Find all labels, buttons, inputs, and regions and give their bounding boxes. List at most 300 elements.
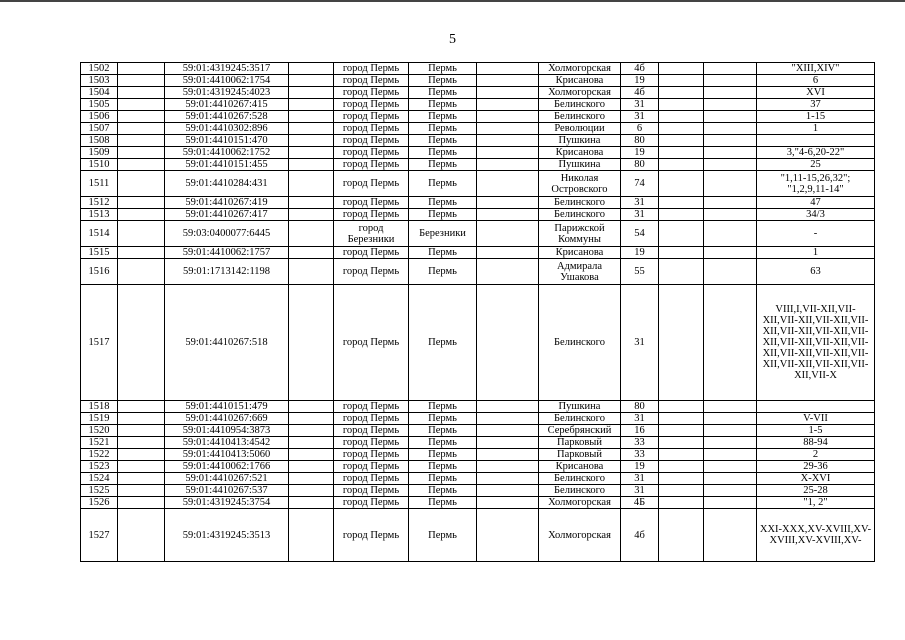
empty-cell: [659, 75, 704, 87]
district-cell: Пермь: [409, 247, 477, 259]
settlement-cell: город Пермь: [334, 449, 409, 461]
empty-cell: [289, 425, 334, 437]
table-row: [81, 449, 875, 461]
row-number-cell: 1507: [81, 123, 118, 135]
empty-cell: [704, 209, 757, 221]
cadastral-number-cell: 59:01:4319245:3517: [165, 63, 289, 75]
table-row: [81, 99, 875, 111]
table-row: [81, 75, 875, 87]
settlement-cell: город Пермь: [334, 401, 409, 413]
empty-cell: [289, 401, 334, 413]
empty-cell: [704, 99, 757, 111]
street-cell: Николая Островского: [539, 171, 621, 197]
street-cell: Белинского: [539, 209, 621, 221]
empty-cell: [289, 87, 334, 99]
house-number-cell: 19: [621, 75, 659, 87]
cadastral-number-cell: 59:01:4410062:1766: [165, 461, 289, 473]
street-cell: Холмогорская: [539, 497, 621, 509]
empty-cell: [289, 449, 334, 461]
empty-cell: [659, 87, 704, 99]
flat-numbers-cell: 25: [757, 159, 875, 171]
cadastral-number-cell: 59:01:4410267:419: [165, 197, 289, 209]
street-cell: Крисанова: [539, 461, 621, 473]
street-cell: Белинского: [539, 99, 621, 111]
empty-cell: [659, 209, 704, 221]
empty-cell: [477, 171, 539, 197]
house-number-cell: 4б: [621, 509, 659, 562]
row-number-cell: 1524: [81, 473, 118, 485]
empty-cell: [477, 221, 539, 247]
property-table: [80, 62, 875, 562]
flat-numbers-cell: 1-5: [757, 425, 875, 437]
cadastral-number-cell: 59:01:4410413:5060: [165, 449, 289, 461]
empty-cell: [704, 509, 757, 562]
empty-cell: [659, 449, 704, 461]
empty-cell: [704, 401, 757, 413]
street-cell: Парковый: [539, 449, 621, 461]
empty-cell: [118, 123, 165, 135]
settlement-cell: город Пермь: [334, 485, 409, 497]
table-row: [81, 413, 875, 425]
empty-cell: [118, 285, 165, 401]
district-cell: Пермь: [409, 209, 477, 221]
house-number-cell: 6: [621, 123, 659, 135]
table-row: [81, 247, 875, 259]
house-number-cell: 80: [621, 135, 659, 147]
house-number-cell: 31: [621, 197, 659, 209]
house-number-cell: 33: [621, 449, 659, 461]
row-number-cell: 1518: [81, 401, 118, 413]
flat-numbers-cell: "1,11-15,26,32"; "1,2,9,11-14": [757, 171, 875, 197]
table-row: [81, 159, 875, 171]
cadastral-number-cell: 59:01:4319245:4023: [165, 87, 289, 99]
district-cell: Пермь: [409, 111, 477, 123]
row-number-cell: 1519: [81, 413, 118, 425]
district-cell: Пермь: [409, 197, 477, 209]
empty-cell: [289, 285, 334, 401]
empty-cell: [659, 437, 704, 449]
street-cell: Холмогорская: [539, 63, 621, 75]
house-number-cell: 55: [621, 259, 659, 285]
settlement-cell: город Пермь: [334, 63, 409, 75]
row-number-cell: 1506: [81, 111, 118, 123]
flat-numbers-cell: 2: [757, 449, 875, 461]
district-cell: Пермь: [409, 461, 477, 473]
settlement-cell: город Пермь: [334, 159, 409, 171]
empty-cell: [477, 63, 539, 75]
table-row: [81, 259, 875, 285]
house-number-cell: 4б: [621, 87, 659, 99]
empty-cell: [477, 147, 539, 159]
row-number-cell: 1509: [81, 147, 118, 159]
row-number-cell: 1503: [81, 75, 118, 87]
row-number-cell: 1510: [81, 159, 118, 171]
empty-cell: [659, 159, 704, 171]
cadastral-number-cell: 59:01:4410062:1754: [165, 75, 289, 87]
empty-cell: [477, 75, 539, 87]
empty-cell: [477, 449, 539, 461]
flat-numbers-cell: XVI: [757, 87, 875, 99]
row-number-cell: 1525: [81, 485, 118, 497]
street-cell: Революции: [539, 123, 621, 135]
district-cell: Пермь: [409, 509, 477, 562]
empty-cell: [659, 123, 704, 135]
settlement-cell: город Березники: [334, 221, 409, 247]
street-cell: Крисанова: [539, 75, 621, 87]
row-number-cell: 1523: [81, 461, 118, 473]
street-cell: Парижской Коммуны: [539, 221, 621, 247]
flat-numbers-cell: "XIII,XIV": [757, 63, 875, 75]
empty-cell: [289, 111, 334, 123]
page-number: 5: [449, 32, 456, 47]
house-number-cell: 19: [621, 147, 659, 159]
district-cell: Пермь: [409, 75, 477, 87]
settlement-cell: город Пермь: [334, 99, 409, 111]
flat-numbers-cell: 1: [757, 247, 875, 259]
settlement-cell: город Пермь: [334, 171, 409, 197]
row-number-cell: 1505: [81, 99, 118, 111]
empty-cell: [118, 509, 165, 562]
empty-cell: [118, 425, 165, 437]
flat-numbers-cell: V-VII: [757, 413, 875, 425]
empty-cell: [704, 425, 757, 437]
table-row: [81, 111, 875, 123]
flat-numbers-cell: VIII,I,VII-XII,VII-XII,VII-XII,VII-XII,VII-XII,VII-XII,VII-XII,VII-XII,VII-XII,VII-XII,VII-XII,VII-XII,VII-XII,VII-XII,VII-XII,VII-XII,VII-XII,VII-X: [757, 285, 875, 401]
empty-cell: [118, 111, 165, 123]
empty-cell: [704, 221, 757, 247]
cadastral-number-cell: 59:01:4410151:455: [165, 159, 289, 171]
row-number-cell: 1514: [81, 221, 118, 247]
empty-cell: [659, 99, 704, 111]
empty-cell: [659, 259, 704, 285]
empty-cell: [118, 473, 165, 485]
empty-cell: [659, 135, 704, 147]
district-cell: Пермь: [409, 123, 477, 135]
row-number-cell: 1511: [81, 171, 118, 197]
flat-numbers-cell: 34/3: [757, 209, 875, 221]
flat-numbers-cell: "1, 2": [757, 497, 875, 509]
street-cell: Крисанова: [539, 147, 621, 159]
empty-cell: [118, 75, 165, 87]
flat-numbers-cell: 6: [757, 75, 875, 87]
table-row: [81, 171, 875, 197]
row-number-cell: 1515: [81, 247, 118, 259]
street-cell: Парковый: [539, 437, 621, 449]
empty-cell: [118, 485, 165, 497]
empty-cell: [704, 285, 757, 401]
empty-cell: [477, 509, 539, 562]
settlement-cell: город Пермь: [334, 473, 409, 485]
empty-cell: [118, 87, 165, 99]
empty-cell: [118, 401, 165, 413]
flat-numbers-cell: 1-15: [757, 111, 875, 123]
row-number-cell: 1502: [81, 63, 118, 75]
street-cell: Белинского: [539, 413, 621, 425]
street-cell: Крисанова: [539, 247, 621, 259]
district-cell: Пермь: [409, 497, 477, 509]
empty-cell: [289, 159, 334, 171]
empty-cell: [118, 221, 165, 247]
flat-numbers-cell: -: [757, 221, 875, 247]
empty-cell: [118, 449, 165, 461]
district-cell: Пермь: [409, 449, 477, 461]
house-number-cell: 4Б: [621, 497, 659, 509]
street-cell: Холмогорская: [539, 509, 621, 562]
empty-cell: [704, 135, 757, 147]
settlement-cell: город Пермь: [334, 209, 409, 221]
cadastral-number-cell: 59:01:4410954:3873: [165, 425, 289, 437]
empty-cell: [118, 171, 165, 197]
settlement-cell: город Пермь: [334, 259, 409, 285]
cadastral-number-cell: 59:01:4410267:537: [165, 485, 289, 497]
district-cell: Пермь: [409, 473, 477, 485]
district-cell: Пермь: [409, 87, 477, 99]
cadastral-number-cell: 59:01:4410267:521: [165, 473, 289, 485]
settlement-cell: город Пермь: [334, 437, 409, 449]
table-row: [81, 123, 875, 135]
empty-cell: [477, 425, 539, 437]
cadastral-number-cell: 59:01:1713142:1198: [165, 259, 289, 285]
table-row: [81, 401, 875, 413]
empty-cell: [704, 437, 757, 449]
street-cell: Белинского: [539, 197, 621, 209]
empty-cell: [659, 111, 704, 123]
table-row: [81, 473, 875, 485]
empty-cell: [289, 461, 334, 473]
table-row: [81, 147, 875, 159]
empty-cell: [477, 247, 539, 259]
settlement-cell: город Пермь: [334, 425, 409, 437]
house-number-cell: 80: [621, 159, 659, 171]
empty-cell: [118, 159, 165, 171]
settlement-cell: город Пермь: [334, 247, 409, 259]
row-number-cell: 1522: [81, 449, 118, 461]
house-number-cell: 31: [621, 99, 659, 111]
settlement-cell: город Пермь: [334, 285, 409, 401]
flat-numbers-cell: 88-94: [757, 437, 875, 449]
empty-cell: [659, 509, 704, 562]
flat-numbers-cell: [757, 401, 875, 413]
empty-cell: [704, 413, 757, 425]
settlement-cell: город Пермь: [334, 123, 409, 135]
cadastral-number-cell: 59:01:4410151:479: [165, 401, 289, 413]
house-number-cell: 31: [621, 111, 659, 123]
flat-numbers-cell: 29-36: [757, 461, 875, 473]
cadastral-number-cell: 59:01:4410267:417: [165, 209, 289, 221]
empty-cell: [704, 159, 757, 171]
district-cell: Пермь: [409, 171, 477, 197]
empty-cell: [659, 497, 704, 509]
table-row: [81, 425, 875, 437]
empty-cell: [477, 259, 539, 285]
empty-cell: [477, 135, 539, 147]
empty-cell: [477, 285, 539, 401]
street-cell: Пушкина: [539, 135, 621, 147]
empty-cell: [659, 171, 704, 197]
empty-cell: [704, 461, 757, 473]
cadastral-number-cell: 59:01:4410413:4542: [165, 437, 289, 449]
empty-cell: [118, 63, 165, 75]
empty-cell: [118, 209, 165, 221]
empty-cell: [477, 485, 539, 497]
empty-cell: [289, 99, 334, 111]
house-number-cell: 31: [621, 209, 659, 221]
table-row: [81, 437, 875, 449]
cadastral-number-cell: 59:01:4319245:3513: [165, 509, 289, 562]
district-cell: Пермь: [409, 135, 477, 147]
house-number-cell: 31: [621, 413, 659, 425]
empty-cell: [659, 247, 704, 259]
house-number-cell: 19: [621, 247, 659, 259]
empty-cell: [118, 197, 165, 209]
street-cell: Адмирала Ушакова: [539, 259, 621, 285]
cadastral-number-cell: 59:01:4410284:431: [165, 171, 289, 197]
cadastral-number-cell: 59:01:4410267:669: [165, 413, 289, 425]
empty-cell: [704, 485, 757, 497]
flat-numbers-cell: 1: [757, 123, 875, 135]
district-cell: Пермь: [409, 159, 477, 171]
table-row: [81, 63, 875, 75]
street-cell: Пушкина: [539, 401, 621, 413]
row-number-cell: 1517: [81, 285, 118, 401]
house-number-cell: 54: [621, 221, 659, 247]
empty-cell: [289, 509, 334, 562]
row-number-cell: 1527: [81, 509, 118, 562]
district-cell: Пермь: [409, 259, 477, 285]
house-number-cell: 4б: [621, 63, 659, 75]
flat-numbers-cell: 47: [757, 197, 875, 209]
empty-cell: [118, 497, 165, 509]
empty-cell: [704, 473, 757, 485]
table-row: [81, 197, 875, 209]
district-cell: Пермь: [409, 285, 477, 401]
empty-cell: [477, 437, 539, 449]
empty-cell: [704, 63, 757, 75]
empty-cell: [704, 259, 757, 285]
empty-cell: [477, 209, 539, 221]
settlement-cell: город Пермь: [334, 509, 409, 562]
empty-cell: [659, 197, 704, 209]
empty-cell: [289, 123, 334, 135]
settlement-cell: город Пермь: [334, 461, 409, 473]
empty-cell: [477, 111, 539, 123]
empty-cell: [659, 285, 704, 401]
house-number-cell: 31: [621, 473, 659, 485]
district-cell: Пермь: [409, 401, 477, 413]
settlement-cell: город Пермь: [334, 135, 409, 147]
empty-cell: [659, 413, 704, 425]
cadastral-number-cell: 59:01:4410062:1757: [165, 247, 289, 259]
empty-cell: [289, 247, 334, 259]
table-row: [81, 135, 875, 147]
settlement-cell: город Пермь: [334, 197, 409, 209]
table-row: [81, 497, 875, 509]
scan-top-edge: [0, 0, 905, 2]
empty-cell: [704, 123, 757, 135]
district-cell: Пермь: [409, 425, 477, 437]
table-row: [81, 221, 875, 247]
street-cell: Белинского: [539, 473, 621, 485]
cadastral-number-cell: 59:01:4410302:896: [165, 123, 289, 135]
empty-cell: [477, 123, 539, 135]
district-cell: Пермь: [409, 413, 477, 425]
empty-cell: [118, 437, 165, 449]
cadastral-number-cell: 59:03:0400077:6445: [165, 221, 289, 247]
row-number-cell: 1504: [81, 87, 118, 99]
empty-cell: [477, 401, 539, 413]
empty-cell: [289, 259, 334, 285]
table-row: [81, 209, 875, 221]
empty-cell: [289, 197, 334, 209]
empty-cell: [118, 147, 165, 159]
street-cell: Холмогорская: [539, 87, 621, 99]
empty-cell: [118, 247, 165, 259]
empty-cell: [659, 473, 704, 485]
empty-cell: [704, 247, 757, 259]
flat-numbers-cell: 37: [757, 99, 875, 111]
house-number-cell: 19: [621, 461, 659, 473]
empty-cell: [704, 171, 757, 197]
district-cell: Пермь: [409, 63, 477, 75]
empty-cell: [659, 63, 704, 75]
house-number-cell: 16: [621, 425, 659, 437]
street-cell: Белинского: [539, 285, 621, 401]
row-number-cell: 1521: [81, 437, 118, 449]
empty-cell: [289, 473, 334, 485]
empty-cell: [704, 147, 757, 159]
empty-cell: [704, 87, 757, 99]
empty-cell: [659, 221, 704, 247]
empty-cell: [659, 401, 704, 413]
district-cell: Пермь: [409, 147, 477, 159]
row-number-cell: 1508: [81, 135, 118, 147]
empty-cell: [477, 413, 539, 425]
district-cell: Пермь: [409, 99, 477, 111]
empty-cell: [289, 75, 334, 87]
settlement-cell: город Пермь: [334, 413, 409, 425]
district-cell: Пермь: [409, 485, 477, 497]
empty-cell: [289, 413, 334, 425]
row-number-cell: 1512: [81, 197, 118, 209]
flat-numbers-cell: 3,"4-6,20-22": [757, 147, 875, 159]
cadastral-number-cell: 59:01:4410267:528: [165, 111, 289, 123]
table-row: [81, 461, 875, 473]
empty-cell: [118, 413, 165, 425]
empty-cell: [704, 75, 757, 87]
empty-cell: [704, 111, 757, 123]
row-number-cell: 1526: [81, 497, 118, 509]
empty-cell: [118, 99, 165, 111]
street-cell: Пушкина: [539, 159, 621, 171]
empty-cell: [659, 425, 704, 437]
empty-cell: [659, 461, 704, 473]
empty-cell: [704, 497, 757, 509]
empty-cell: [477, 159, 539, 171]
district-cell: Пермь: [409, 437, 477, 449]
empty-cell: [289, 135, 334, 147]
empty-cell: [659, 485, 704, 497]
table-row: [81, 485, 875, 497]
empty-cell: [289, 171, 334, 197]
house-number-cell: 33: [621, 437, 659, 449]
empty-cell: [118, 135, 165, 147]
row-number-cell: 1520: [81, 425, 118, 437]
street-cell: Белинского: [539, 485, 621, 497]
flat-numbers-cell: X-XVI: [757, 473, 875, 485]
settlement-cell: город Пермь: [334, 87, 409, 99]
district-cell: Березники: [409, 221, 477, 247]
row-number-cell: 1513: [81, 209, 118, 221]
